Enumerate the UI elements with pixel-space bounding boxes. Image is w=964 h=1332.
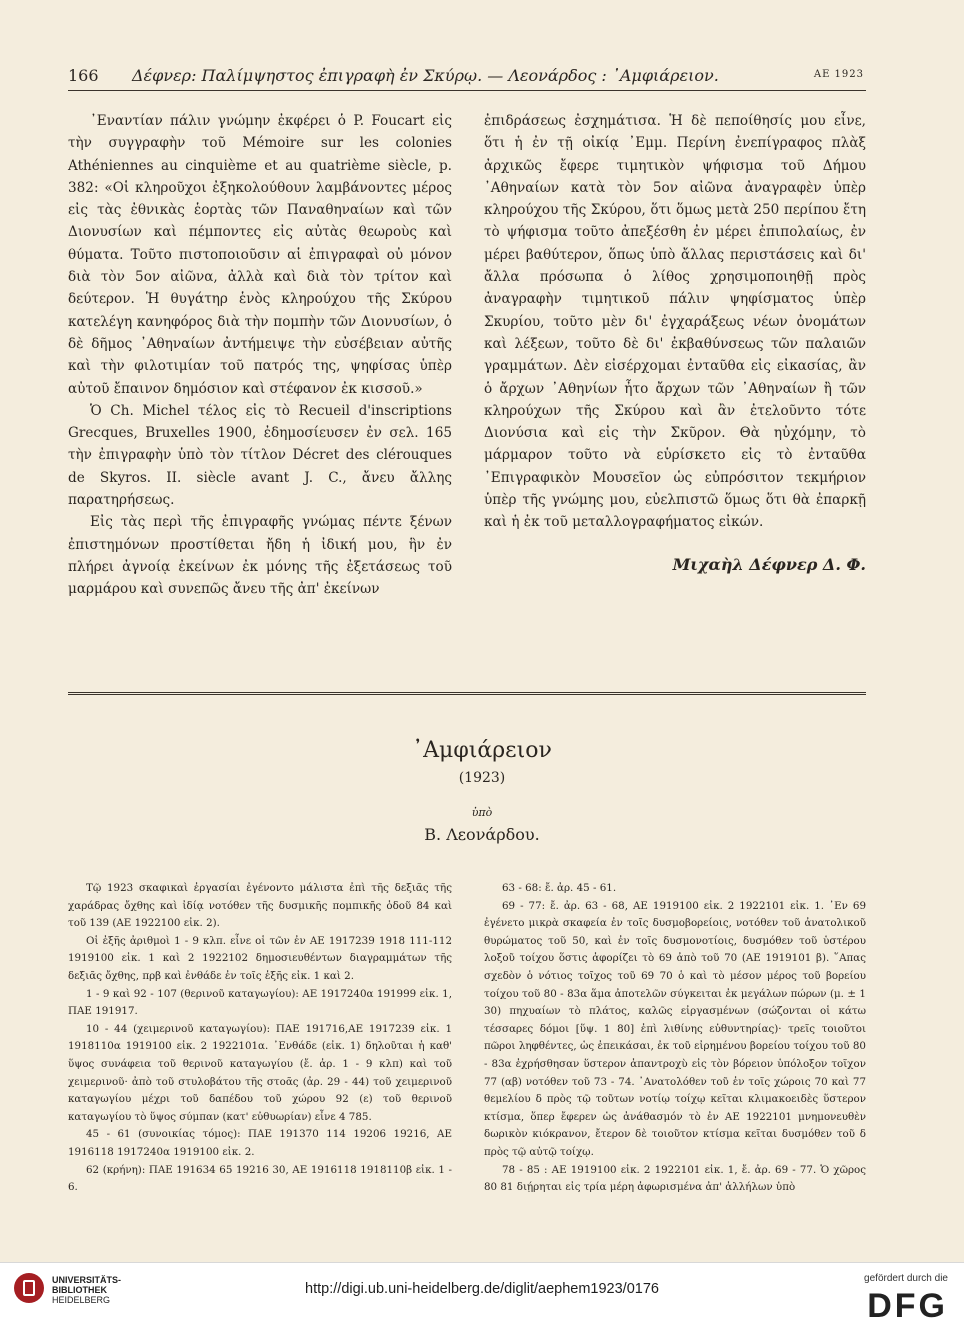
article1-column-right <box>484 110 866 576</box>
paragraph: Ὁ Ch. Michel τέλος εἰς τὸ Recueil d'inscriptions Grecques, Bruxelles 1900, ἐδημοσίευσεν ἐν σελ. 165 τὴν ἐπιγραφὴν ὑπὸ τὸν τίτλον Décret des clérouques de Skyros. II. siècle avant J. C., ἄνευ ἄλλης παρατηρήσεως. <box>68 402 452 509</box>
paragraph: ἐπιδράσεως ἐσχημάτισα. Ἡ δὲ πεποίθησίς μου εἶνε, ὅτι ἡ ἐν τῇ οἰκίᾳ ᾿Εμμ. Περίνη ἐνεπίγραφος πλὰξ ἀρχικῶς ἔφερε τιμητικὸν ψήφισμα τοῦ Δήμου ᾿Αθηναίων κατὰ τὸν 5ον αἰῶνα ἀναγραφὲν ὑπὲρ κληρούχου τῆς Σκύρου, ὅτι ὅμως μετὰ 250 περίπου ἔτη τὸ ψήφισμα τοῦτο ἀπεξέσθη ἐν μέρει ἐπιπολαίως, ἐν μέρει βαθύτερον, ὅπως ὑπὸ ἄλλας περιστάσεις καὶ δι' ἄλλα πρόσωπα ὁ λίθος χρησιμοποιηθῇ πρὸς ἀναγραφὴν τιμητικοῦ πάλιν ψηφίσματος ὑπὲρ Σκυρίου, τοῦτο μὲν δι' ἐγχαράξεως νέων ὀνομάτων καὶ λέξεων, τοῦτο δὲ δι' ἐκβαθύνσεως τῶν παλαιῶν γραμμάτων. Δὲν εἰσέρχομαι ἐνταῦθα εἰς εἰκασίας, ἂν ὁ ἄρχων ᾿Αθηνίων ἦτο ἄρχων τῶν ᾿Αθηναίων ἢ τῶν κληρούχων τῆς Σκύρου καὶ ἂν ἐτελοῦντο τότε Διονύσια καὶ εἰς τὴν Σκῦρον. Θὰ ηὐχόμην, τὸ μάρμαρον τοῦτο νὰ εὑρίσκετο εἰς τὸ ἐνταῦθα ᾿Επιγραφικὸν Μουσεῖον ὡς εὐπρόσιτον τεκμήριον ὑπὲρ τῆς γνώμης μου, εὐελπιστῶ ὅμως ὅτι θὰ ἐπαρκῇ καὶ ἡ ἐκ τοῦ μεταλλογραφήματος εἰκών. <box>484 113 866 531</box>
article-author: Β. Λεονάρδου. <box>424 825 540 844</box>
permalink-url[interactable]: http://digi.ub.uni-heidelberg.de/diglit/aephem1923/0176 <box>305 1281 659 1297</box>
byline-prefix: ὑπὸ <box>471 806 493 819</box>
paragraph: Τῷ 1923 σκαφικαὶ ἐργασίαι ἐγένοντο μάλιστα ἐπὶ τῆς δεξιᾶς τῆς χαράδρας ὄχθης καὶ ἰδίᾳ νοτόθεν τῆς δυσμικῆς πομπικῆς ὁδοῦ 84 καὶ τοῦ 139 (ΑΕ 1922100 εἰκ. 2). <box>68 882 452 930</box>
running-header <box>68 62 866 91</box>
running-title: Δέφνερ: Παλίμψηστος ἐπιγραφὴ ἐν Σκύρῳ. — Λεονάρδος : ᾿Αμφιάρειον. <box>132 66 719 85</box>
article-year: (1923) <box>458 770 506 786</box>
paragraph: 1 - 9 καὶ 92 - 107 (θερινοῦ καταγωγίου): ΑΕ 1917240α 191999 εἰκ. 1, ΠΑΕ 191917. <box>68 987 452 1018</box>
funding-caption: gefördert durch die <box>864 1273 948 1284</box>
article-title: ᾿Αμφιάρειον <box>412 738 552 763</box>
viewer-footer <box>0 1262 964 1332</box>
paragraph: Εἰς τὰς περὶ τῆς ἐπιγραφῆς γνώμας πέντε ξένων ἐπιστημόνων προστίθεται ἤδη ἡ ἰδική μου, ἣν ἐν πλήρει ἀγνοίᾳ ἐκείνων ἐκ μόνης τῆς ἐξετάσεως τοῦ μαρμάρου καὶ συνεπῶς ἄνευ τῆς ἀπ' ἐκείνων <box>68 514 452 598</box>
article2-column-left <box>68 880 452 1197</box>
paragraph: Οἱ ἐξῆς ἀριθμοὶ 1 - 9 κλπ. εἶνε οἱ τῶν ἐν ΑΕ 1917239 1918 111-112 1919100 εἰκ. 1 καὶ 2 1922102 δημοσιευθέντων διαγραμμάτων τῆς δεξιᾶς ὄχθης, πρβ καὶ ἐνθάδε ἐν τοῖς ἑξῆς εἰκ. 1 καὶ 2. <box>68 934 452 982</box>
paragraph: 62 (κρήνη): ΠΑΕ 191634 65 19216 30, ΑΕ 1916118 1918110β εἰκ. 1 - 6. <box>68 1163 452 1194</box>
paragraph: ᾿Εναντίαν πάλιν γνώμην ἐκφέρει ὁ P. Foucart εἰς τὴν συγγραφὴν τοῦ Mémoire sur les colonies Athéniennes au cinquième et au quatrième siècle, p. 382: «Οἱ κληροῦχοι ἐξηκολούθουν λαμβάνοντες μέρος εἰς τὰς ἐθνικὰς ἑορτὰς τῶν Παναθηναίων καὶ τῶν Διονυσίων καὶ πέμποντες εἰς αὐτὰς θεωροὺς καὶ θύματα. Τοῦτο πιστοποιοῦσιν αἱ ἐπιγραφαὶ οὐ μόνον διὰ τὸν 5ον αἰῶνα, ἀλλὰ καὶ διὰ τὸν τρίτον καὶ δεύτερον. Ἡ θυγάτηρ ἑνὸς κληρούχου τῆς Σκύρου κατελέγη κανηφόρος διὰ τὴν πομπὴν τῶν Διονυσίων, ὁ δὲ δῆμος ᾿Αθηναίων ἀντήμειψε τὴν εὐσέβειαν αὐτῆς καὶ τὴν φιλοτιμίαν τοῦ πατρός της, ψηφίσας ὑπὲρ αὐτοῦ ἔπαινον δημόσιον καὶ στέφανον ἐκ κισσοῦ.» <box>68 113 452 397</box>
dfg-logo[interactable]: DFG <box>867 1287 948 1325</box>
author-signature: Μιχαὴλ Δέφνερ Δ. Φ. <box>672 554 866 574</box>
article1-column-left <box>68 110 452 601</box>
paragraph: 10 - 44 (χειμερινοῦ καταγωγίου): ΠΑΕ 191716,ΑΕ 1917239 εἰκ. 1 1918110α 1919100 εἰκ. 2 1922101α. ᾿Ενθάδε (εἰκ. 1) δηλοῦται ἡ καθ' ὕψος συνάφεια τοῦ θερινοῦ καταγωγίου (ἔ. ἀρ. 1 - 9 κλπ) καὶ τοῦ χειμερινοῦ· ἀπὸ τοῦ στυλοβάτου τῆς στοᾶς (ἀρ. 29 - 44) τοῦ χειμερινοῦ καταγωγίου μέχρι τοῦ δαπέδου τοῦ χώρου 92 (ε) τοῦ θερινοῦ καταγωγίου τὸ ὕψος σύμπαν (κατ' εὐθυωρίαν) εἶνε 4 785. <box>68 1022 452 1123</box>
header-year: ΑΕ 1923 <box>813 69 864 80</box>
paragraph: 63 - 68: ἔ. ἀρ. 45 - 61. <box>502 882 617 894</box>
article2-column-right <box>484 880 866 1197</box>
paragraph: 78 - 85 : ΑΕ 1919100 εἰκ. 2 1922101 εἰκ. 1, ἔ. ἀρ. 69 - 77. Ὁ χῶρος 80 81 διῄρηται εἰς τρία μέρη ἀφωρισμένα ἀπ' ἀλλήλων ὑπὸ <box>484 1163 866 1194</box>
paragraph: 45 - 61 (συνοικίας τόμος): ΠΑΕ 191370 114 19206 19216, ΑΕ 1916118 1917240α 1919100 εἰκ. 2. <box>68 1128 452 1158</box>
section-divider <box>68 692 866 695</box>
page-number: 166 <box>68 66 99 85</box>
paragraph: 69 - 77: ἔ. ἀρ. 63 - 68, ΑΕ 1919100 εἰκ. 2 1922101 εἰκ. 1. ᾿Εν 69 ἐγένετο μικρὰ σκαφεία ἐν τοῖς δυσμοβορείοις, νοτόθεν τοῦ ἀνατολικοῦ θυρώματος τοῦ 50, καὶ ἐν τοῖς δυσμονοτίοις, δυσμόθεν τοῦ ὑστέρου λοξοῦ τοίχου ὅστις ἀφορίζει τὸ 69 ἀπὸ τοῦ 70 (ΑΕ 1919101 β). ῞Απας σχεδὸν ὁ νότιος τοῖχος τοῦ 69 70 ὁ καὶ τὸ μέσον μέρος τοῦ βορείου τοίχου τοῦ 80 - 83α ἅμα ἀποτελῶν σύγκειται ἐκ μεγάλων πώρων (μ. ± 1 30) πηχυαίων τὸ πλάτος, καλῶς εἰργασμένων (σώζονται οἱ κάτω τέσσαρες δόμοι [ὕψ. 1 80] ἐπὶ λιθίνης εὐθυντηρίας)· τρεῖς τοιοῦτοι πῶροι ληφθέντες, ὡς ἐπεικάσαι, ἐκ τοῦ εἰρημένου βορείου τοίχου τοῦ 80 - 83α ἐχρήσθησαν ὕστερον ἀπαντροχὺ εἰς τὸν βόρειον ὑπόλοξον τοῖχον 77 (αβ) νοτόθεν τοῦ 73 - 74. ᾿Ανατολόθεν τοῦ ἐν τοῖς χώροις 70 καὶ 77 θεμελίου δ πρὸς τῷ τοῦτων νοτίῳ τοίχῳ κεῖται κλιμακοειδὲς ὕστερον κτίσμα, ὅπερ ἔφερεν ὡς ἀνάθασμόν τὸ ἐν ΑΕ 1922101 μνημονευθὲν δωρικὸν κιόκρανον, ἔτερον δὲ τοιοῦτον κτίσμα κεῖται δυσμόθεν τοῦ δ πρὸς τῷ αὐτῷ τοίχῳ. <box>484 899 866 1158</box>
library-name[interactable]: UNIVERSITÄTS- BIBLIOTHEK HEIDELBERG <box>52 1275 122 1305</box>
